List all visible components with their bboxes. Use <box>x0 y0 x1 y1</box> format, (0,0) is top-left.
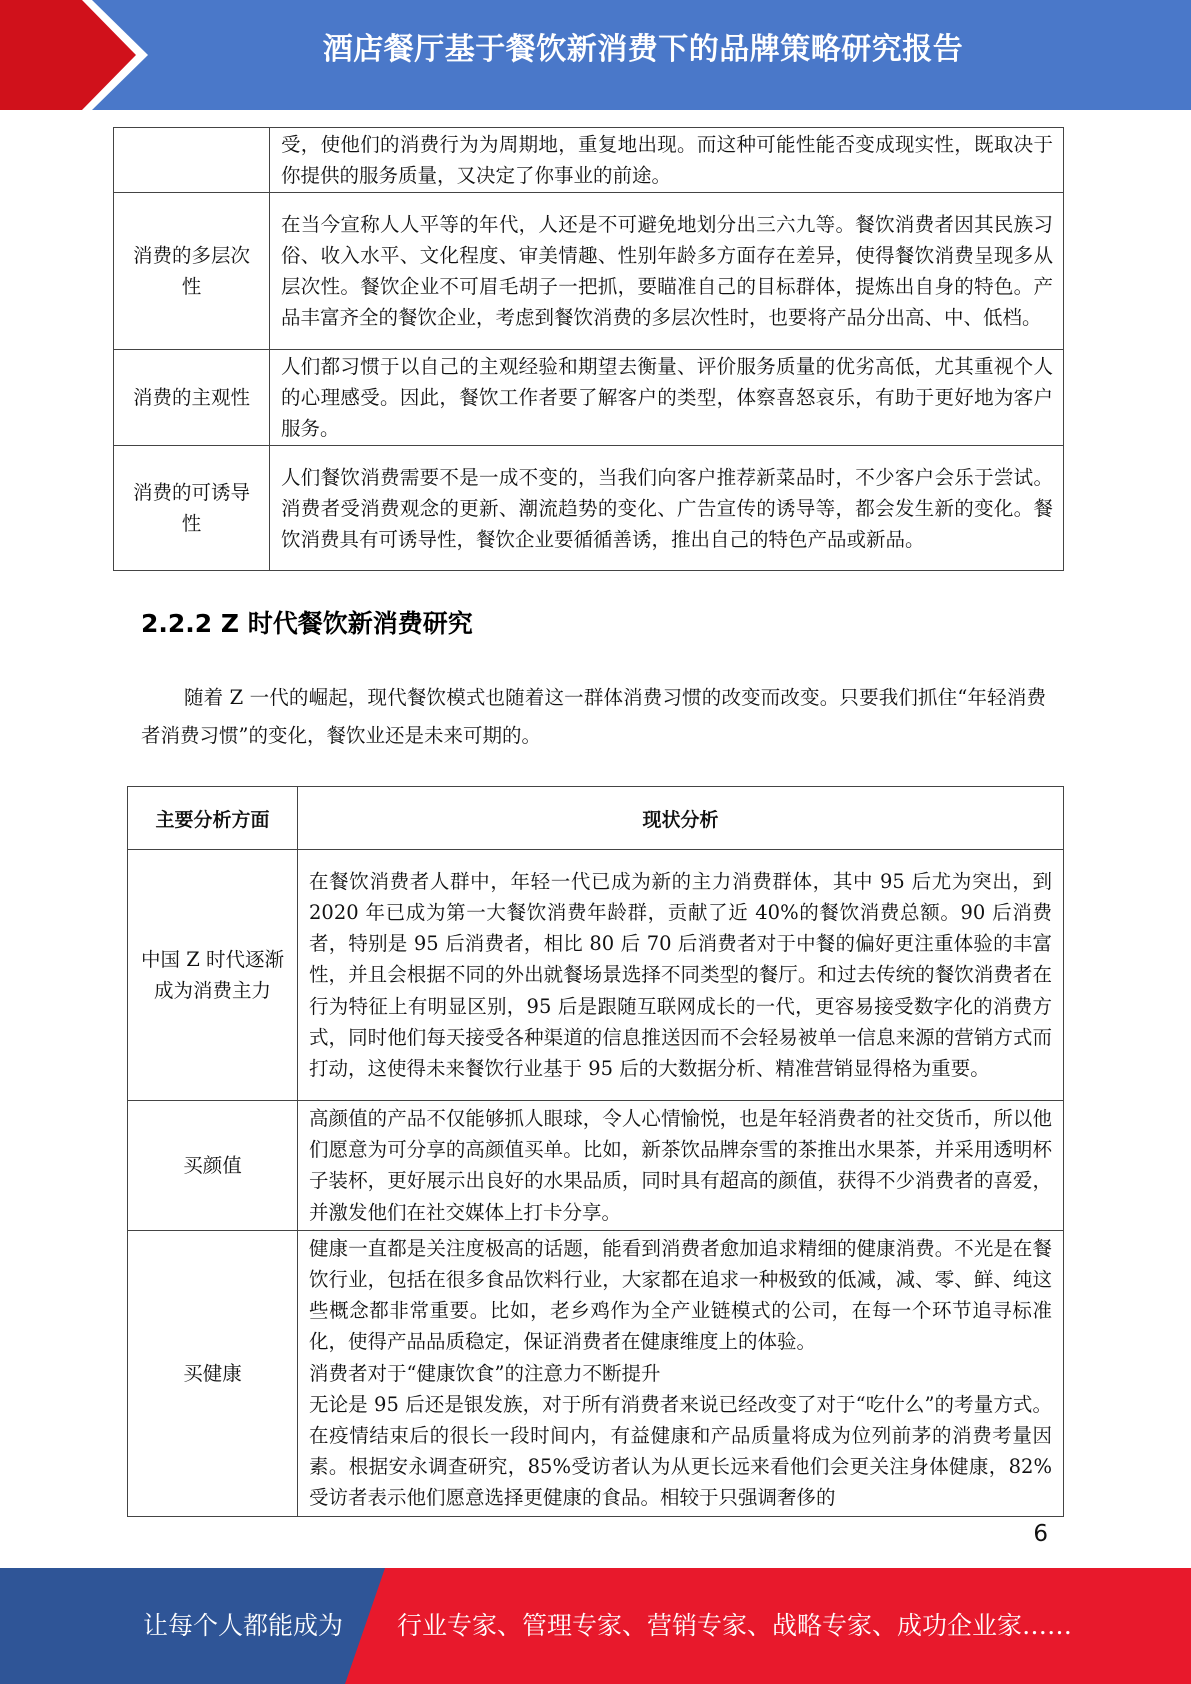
row-label: 消费的多层次性 <box>114 193 270 350</box>
health-paragraph-3: 无论是 95 后还是银发族，对于所有消费者来说已经改变了对于“吃什么”的考量方式。在疫情结束后的很长一段时间内，有益健康和产品质量将成为位列前茅的消费考量因素。根据安永调查研究，85%受访者认为从更长远来看他们会更关注身体健康，82%受访者表示他们愿意选择更健康的食品。相较于只强调奢侈的 <box>309 1392 1052 1510</box>
footer-slogan-left: 让每个人都能成为 <box>143 1611 344 1640</box>
consumption-traits-table <box>113 127 1064 571</box>
table-row <box>114 446 1064 571</box>
table-row <box>128 1230 1064 1516</box>
row-text <box>298 1230 1064 1516</box>
health-paragraph-2: 消费者对于“健康饮食”的注意力不断提升 <box>309 1361 661 1385</box>
row-text: 人们餐饮消费需要不是一成不变的，当我们向客户推荐新菜品时，不少客户会乐于尝试。消费者受消费观念的更新、潮流趋势的变化、广告宣传的诱导等，都会发生新的变化。餐饮消费具有可诱导性，餐饮企业要循循善诱，推出自己的特色产品或新品。 <box>270 446 1064 571</box>
footer-slogan-right: 行业专家、管理专家、营销专家、战略专家、成功企业家…… <box>397 1611 1073 1640</box>
column-header-aspect: 主要分析方面 <box>128 787 298 850</box>
row-text: 受，使他们的消费行为为周期地，重复地出现。而这种可能性能否变成现实性，既取决于你提供的服务质量，又决定了你事业的前途。 <box>270 128 1064 193</box>
table-row <box>114 350 1064 446</box>
row-text: 在餐饮消费者人群中，年轻一代已成为新的主力消费群体，其中 95 后尤为突出，到 2020 年已成为第一大餐饮消费年龄群，贡献了近 40%的餐饮消费总额。90 后消费者，特别是 95 后消费者，相比 80 后 70 后消费者对于中餐的偏好更注重体验的丰富性，并且会根据不同的外出就餐场景选择不同类型的餐厅。和过去传统的餐饮消费者在行为特征上有明显区别，95 后是跟随互联网成长的一代，更容易接受数字化的消费方式，同时他们每天接受各种渠道的信息推送因而不会轻易被单一信息来源的营销方式而打动，这使得未来餐饮行业基于 95 后的大数据分析、精准营销显得格为重要。 <box>298 850 1064 1101</box>
row-text: 人们都习惯于以自己的主观经验和期望去衡量、评价服务质量的优劣高低，尤其重视个人的心理感受。因此，餐饮工作者要了解客户的类型，体察喜怒哀乐，有助于更好地为客户服务。 <box>270 350 1064 446</box>
section-heading: 2.2.2 Z 时代餐饮新消费研究 <box>141 609 473 638</box>
row-text: 在当今宣称人人平等的年代，人还是不可避免地划分出三六九等。餐饮消费者因其民族习俗、收入水平、文化程度、审美情趣、性别年龄多方面存在差异，使得餐饮消费呈现多从层次性。餐饮企业不可眉毛胡子一把抓，要瞄准自己的目标群体，提炼出自身的特色。产品丰富齐全的餐饮企业，考虑到餐饮消费的多层次性时，也要将产品分出高、中、低档。 <box>270 193 1064 350</box>
page-header <box>0 0 1191 110</box>
row-label: 买健康 <box>128 1230 298 1516</box>
row-label: 买颜值 <box>128 1101 298 1231</box>
page-footer <box>0 1568 1191 1684</box>
table-row <box>114 193 1064 350</box>
intro-paragraph: 随着 Z 一代的崛起，现代餐饮模式也随着这一群体消费习惯的改变而改变。只要我们抓住“年轻消费者消费习惯”的变化，餐饮业还是未来可期的。 <box>141 686 1046 747</box>
z-generation-analysis-table <box>127 786 1064 1517</box>
row-label: 消费的主观性 <box>114 350 270 446</box>
row-label: 中国 Z 时代逐渐成为消费主力 <box>128 850 298 1101</box>
header-title: 酒店餐厅基于餐饮新消费下的品牌策略研究报告 <box>322 32 964 67</box>
row-text: 高颜值的产品不仅能够抓人眼球，令人心情愉悦，也是年轻消费者的社交货币，所以他们愿意为可分享的高颜值买单。比如，新茶饮品牌奈雪的茶推出水果茶，并采用透明杯子装杯，更好展示出良好的水果品质，同时具有超高的颜值，获得不少消费者的喜爱，并激发他们在社交媒体上打卡分享。 <box>298 1101 1064 1231</box>
table-row <box>128 850 1064 1101</box>
table-row <box>128 1101 1064 1231</box>
page-number: 6 <box>1033 1521 1048 1547</box>
health-paragraph-1: 健康一直都是关注度极高的话题，能看到消费者愈加追求精细的健康消费。不光是在餐饮行业，包括在很多食品饮料行业，大家都在追求一种极致的低减，减、零、鲜、纯这些概念都非常重要。比如，老乡鸡作为全产业链模式的公司，在每一个环节追寻标准化，使得产品品质稳定，保证消费者在健康维度上的体验。 <box>309 1236 1052 1354</box>
row-label <box>114 128 270 193</box>
table-row <box>114 128 1064 193</box>
table-header-row <box>128 787 1064 850</box>
row-label: 消费的可诱导性 <box>114 446 270 571</box>
column-header-analysis: 现状分析 <box>298 787 1064 850</box>
